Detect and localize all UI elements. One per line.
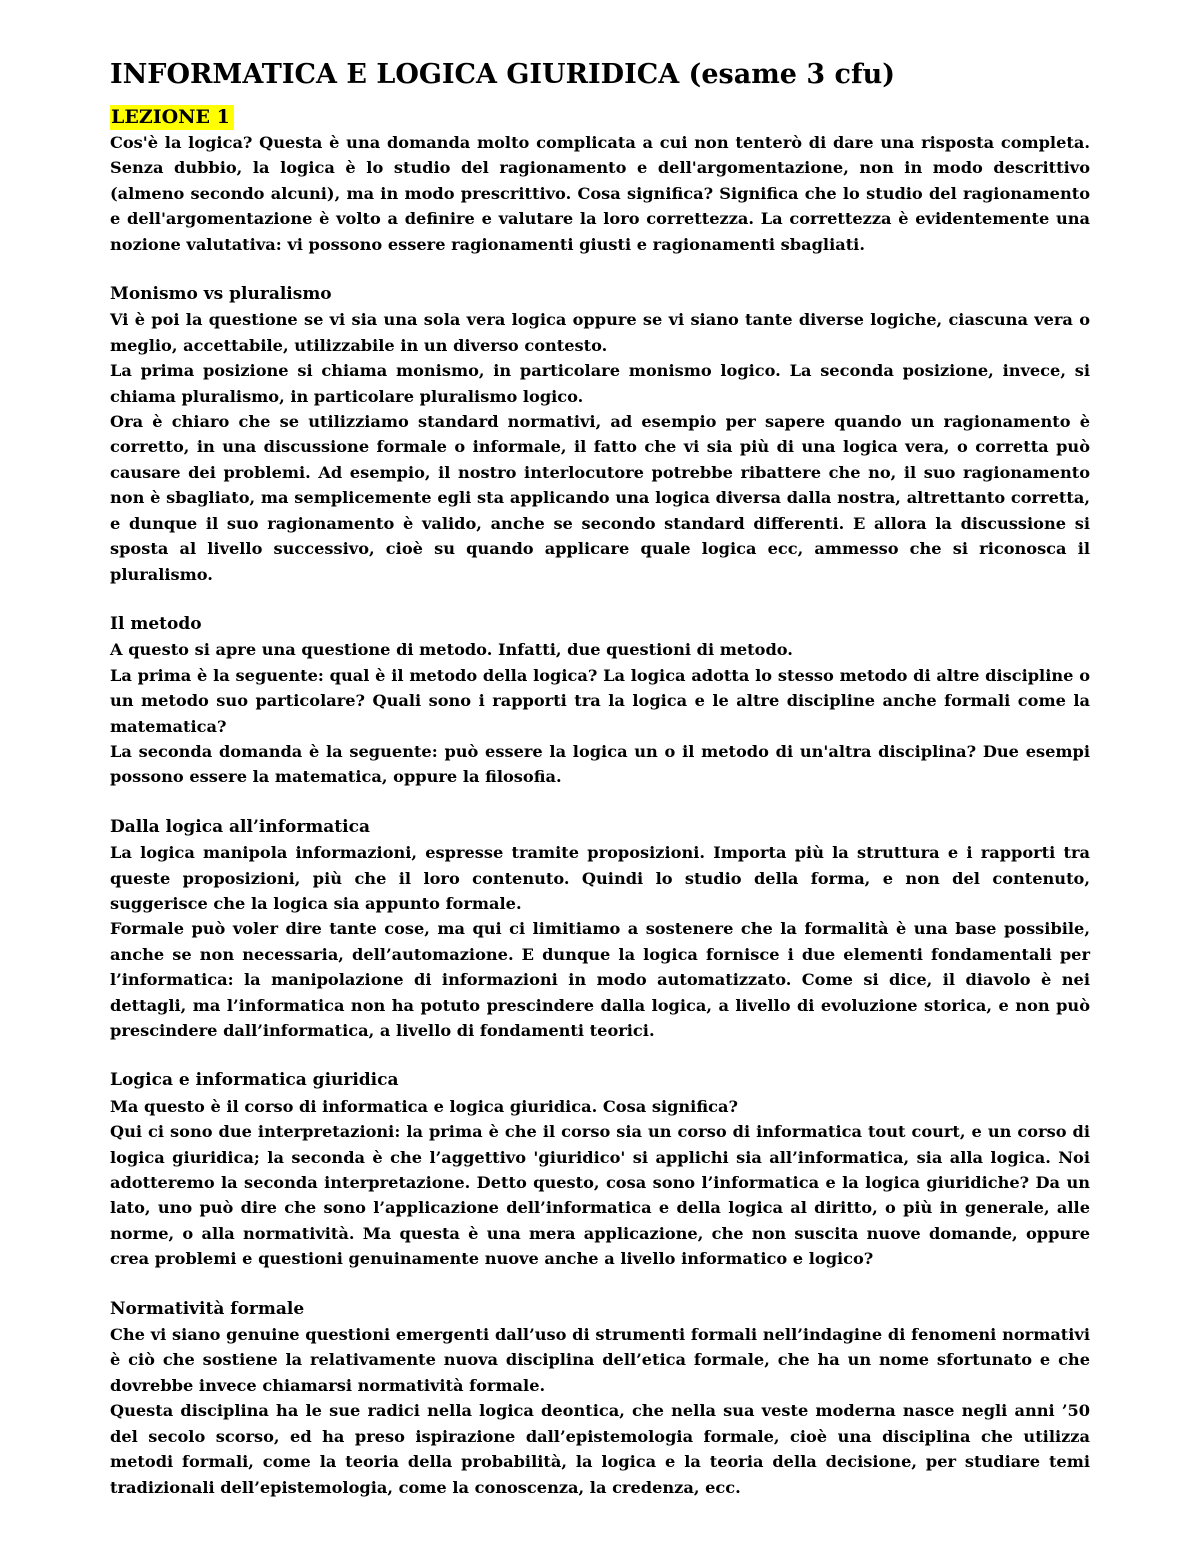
- section-heading: Logica e informatica giuridica: [110, 1070, 399, 1091]
- section-heading: Dalla logica all’informatica: [110, 816, 370, 837]
- section-paragraph: Ma questo è il corso di informatica e logica giuridica. Cosa significa?: [110, 1096, 738, 1116]
- section-paragraph: A questo si apre una questione di metodo. Infatti, due questioni di metodo.: [110, 640, 793, 660]
- section-metodo: [110, 612, 1090, 790]
- section-paragraph: Qui ci sono due interpretazioni: la prima è che il corso sia un corso di informatica tout court, e un corso di logica giuridica; la seconda è che l’aggettivo 'giuridico' si applichi sia all’informatica, sia alla logica. Noi adotteremo la seconda interpretazione. Detto questo, cosa sono l’informatica e la logica giuridiche? Da un lato, uno può dire che sono l’applicazione dell’informatica e della logica al diritto, o più in generale, alle norme, o alla normatività. Ma questa è una mera applicazione, che non suscita nuove domande, oppure crea problemi e questioni genuinamente nuove anche a livello informatico e logico?: [110, 1122, 1090, 1269]
- section-paragraph: Formale può voler dire tante cose, ma qui ci limitiamo a sostenere che la formalità è una base possibile, anche se non necessaria, dell’automazione. E dunque la logica fornisce i due elementi fondamentali per l’informatica: la manipolazione di informazioni in modo automatizzato. Come si dice, il diavolo è nei dettagli, ma l’informatica non ha potuto prescindere dalla logica, a livello di evoluzione storica, e non può prescindere dall’informatica, a livello di fondamenti teorici.: [110, 919, 1090, 1040]
- section-paragraph: La prima è la seguente: qual è il metodo della logica? La logica adotta lo stesso metodo di altre discipline o un metodo suo particolare? Quali sono i rapporti tra la logica e le altre discipline anche formali come la matematica?: [110, 665, 1090, 736]
- lesson-header: [110, 105, 1090, 130]
- section-paragraph: Che vi siano genuine questioni emergenti dall’uso di strumenti formali nell’indagine di fenomeni normativi è ciò che sostiene la relativamente nuova disciplina dell’etica formale, che ha un nome sfortunato e che dovrebbe invece chiamarsi normatività formale.: [110, 1325, 1090, 1395]
- section-normativita-formale: [110, 1297, 1090, 1500]
- section-heading: Monismo vs pluralismo: [110, 284, 332, 305]
- document-title: INFORMATICA E LOGICA GIURIDICA (esame 3 cfu): [110, 59, 895, 90]
- section-informatica-giuridica: [110, 1068, 1090, 1271]
- section-paragraph: Questa disciplina ha le sue radici nella logica deontica, che nella sua veste moderna nasce negli anni ’50 del secolo scorso, ed ha preso ispirazione dall’epistemologia formale, cioè una disciplina che utilizza metodi formali, come la teoria della probabilità, la logica e la teoria della decisione, per studiare temi tradizionali dell’epistemologia, come la conoscenza, la credenza, ecc.: [110, 1401, 1090, 1497]
- section-paragraph: Vi è poi la questione se vi sia una sola vera logica oppure se vi siano tante diverse logiche, ciascuna vera o meglio, accettabile, utilizzabile in un diverso contesto.: [110, 310, 1090, 355]
- section-paragraph: La logica manipola informazioni, espresse tramite proposizioni. Importa più la struttura e i rapporti tra queste proposizioni, più che il loro contenuto. Quindi lo studio della forma, e non del contenuto, suggerisce che la logica sia appunto formale.: [110, 843, 1090, 913]
- section-heading: Il metodo: [110, 613, 202, 634]
- section-heading: Normatività formale: [110, 1298, 305, 1319]
- intro-paragraph: Cos'è la logica? Questa è una domanda molto complicata a cui non tenterò di dare una risposta completa. Senza dubbio, la logica è lo studio del ragionamento e dell'argomentazione, non in modo descrittivo (almeno secondo alcuni), ma in modo prescrittivo. Cosa significa? Significa che lo studio del ragionamento e dell'argomentazione è volto a definire e valutare la loro correttezza. La correttezza è evidentemente una nozione valutativa: vi possono essere ragionamenti giusti e ragionamenti sbagliati.: [110, 133, 1090, 254]
- section-paragraph: La prima posizione si chiama monismo, in particolare monismo logico. La seconda posizione, invece, si chiama pluralismo, in particolare pluralismo logico.: [110, 361, 1090, 406]
- section-paragraph: La seconda domanda è la seguente: può essere la logica un o il metodo di un'altra disciplina? Due esempi possono essere la matematica, oppure la filosofia.: [110, 741, 1090, 787]
- section-logica-informatica: [110, 815, 1090, 1044]
- document-content: [110, 58, 1090, 1500]
- lesson-label: LEZIONE 1: [110, 105, 234, 130]
- section-monismo: [110, 282, 1090, 587]
- section-paragraph: Ora è chiaro che se utilizziamo standard normativi, ad esempio per sapere quando un ragionamento è corretto, in una discussione formale o informale, il fatto che vi sia più di una logica vera, o corretta può causare dei problemi. Ad esempio, il nostro interlocutore potrebbe ribattere che no, il suo ragionamento non è sbagliato, ma semplicemente egli sta applicando una logica diversa dalla nostra, altrettanto corretta, e dunque il suo ragionamento è valido, anche se secondo standard differenti. E allora la discussione si sposta al livello successivo, cioè su quando applicare quale logica ecc, ammesso che si riconosca il pluralismo.: [110, 412, 1090, 584]
